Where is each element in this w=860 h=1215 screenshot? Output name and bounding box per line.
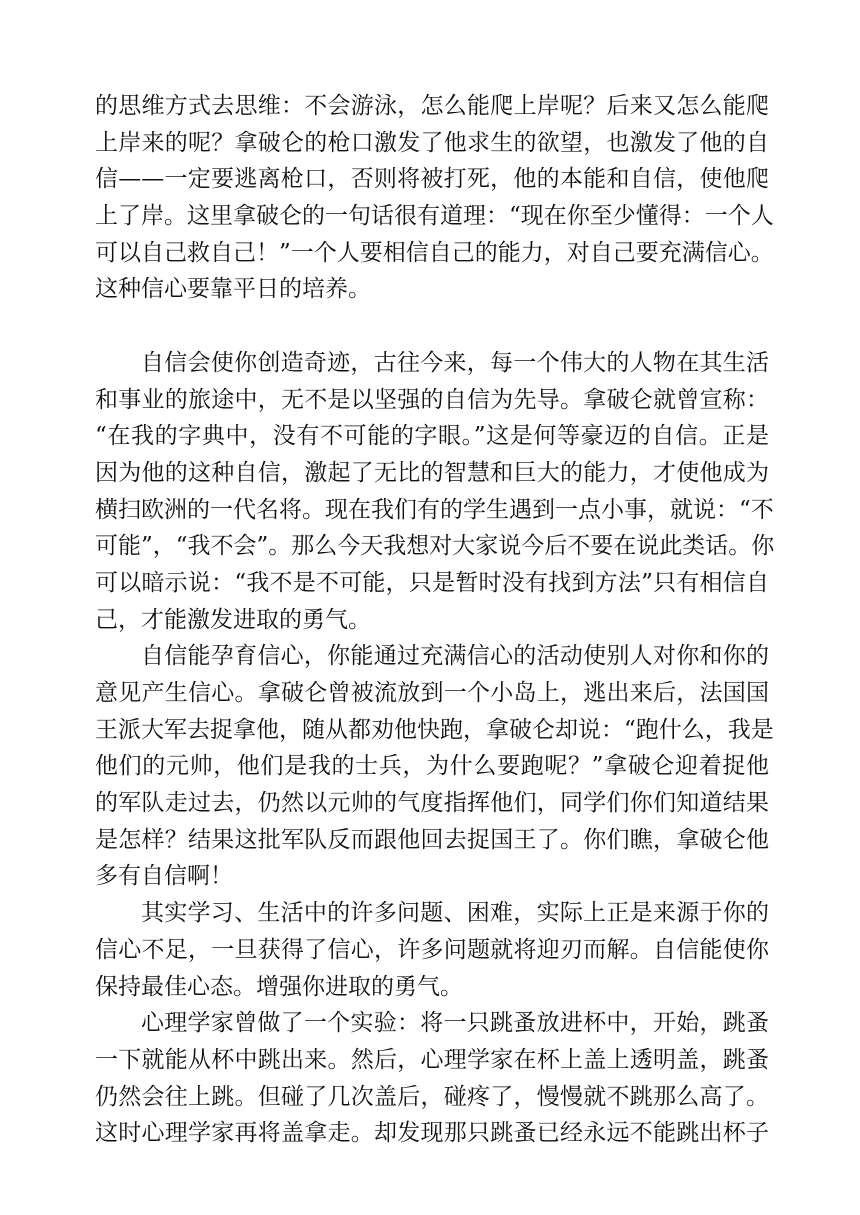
paragraph-gap — [95, 308, 769, 345]
text-line: “在我的字典中，没有不可能的字眼。”这是何等豪迈的自信。正是 — [95, 423, 769, 450]
text-line: 信——一定要逃离枪口，否则将被打死，他的本能和自信，使他爬 — [95, 166, 769, 193]
text-line: 的军队走过去，仍然以元帅的气度指挥他们，同学们你们知道结果 — [95, 790, 769, 817]
text-line: 这时心理学家再将盖拿走。却发现那只跳蚤已经永远不能跳出杯子 — [95, 1120, 769, 1147]
text-line: 一下就能从杯中跳出来。然后，心理学家在杯上盖上透明盖，跳蚤 — [95, 1046, 769, 1073]
text-line: 他们的元帅，他们是我的士兵，为什么要跑呢？”拿破仑迎着捉他 — [95, 753, 769, 780]
text-line: 上岸来的呢？拿破仑的枪口激发了他求生的欲望，也激发了他的自 — [95, 129, 769, 156]
text-line: 己，才能激发进取的勇气。 — [95, 606, 371, 633]
text-line: 横扫欧洲的一代名将。现在我们有的学生遇到一点小事，就说：“不 — [95, 496, 774, 523]
text-line: 意见产生信心。拿破仑曾被流放到一个小岛上，逃出来后，法国国 — [95, 680, 769, 706]
text-line: 可能”，“我不会”。那么今天我想对大家说今后不要在说此类话。你 — [95, 533, 775, 560]
paragraph-2 — [95, 345, 775, 639]
text-line: 这种信心要靠平日的培养。 — [95, 276, 371, 303]
paragraph-4 — [95, 895, 769, 1005]
paragraph-5 — [95, 1005, 769, 1152]
text-line: 可以自己救自己！”一个人要相信自己的能力，对自己要充满信心。 — [95, 239, 774, 266]
text-line: 自信能孕育信心，你能通过充满信心的活动使别人对你和你的 — [141, 643, 769, 670]
text-line: 因为他的这种自信，激起了无比的智慧和巨大的能力，才使他成为 — [95, 459, 769, 486]
text-line: 是怎样？结果这批军队反而跟他回去捉国王了。你们瞧，拿破仑他 — [95, 826, 769, 853]
text-line: 上了岸。这里拿破仑的一句话很有道理：“现在你至少懂得：一个人 — [95, 203, 774, 230]
text-line: 自信会使你创造奇迹，古往今来，每一个伟大的人物在其生活 — [141, 349, 769, 376]
text-line: 仍然会往上跳。但碰了几次盖后，碰疼了，慢慢就不跳那么高了。 — [95, 1083, 769, 1110]
text-line: 其实学习、生活中的许多问题、困难，实际上正是来源于你的 — [141, 900, 769, 927]
text-line: 信心不足，一旦获得了信心，许多问题就将迎刃而解。自信能使你 — [95, 936, 769, 963]
text-line: 保持最佳心态。增强你进取的勇气。 — [95, 973, 463, 1000]
paragraph-1 — [95, 88, 774, 308]
document-page — [95, 88, 775, 1152]
text-line: 可以暗示说：“我不是不可能，只是暂时没有找到方法”只有相信自 — [95, 569, 769, 596]
text-line: 多有自信啊！ — [95, 863, 233, 890]
text-line: 心理学家曾做了一个实验：将一只跳蚤放进杯中，开始，跳蚤 — [141, 1010, 769, 1037]
text-line: 王派大军去捉拿他，随从都劝他快跑，拿破仑却说：“跑什么，我是 — [95, 716, 774, 743]
paragraph-3 — [95, 638, 774, 895]
text-line: 和事业的旅途中，无不是以坚强的自信为先导。拿破仑就曾宣称： — [95, 386, 769, 413]
text-line: 的思维方式去思维：不会游泳，怎么能爬上岸呢？后来又怎么能爬 — [95, 93, 769, 119]
